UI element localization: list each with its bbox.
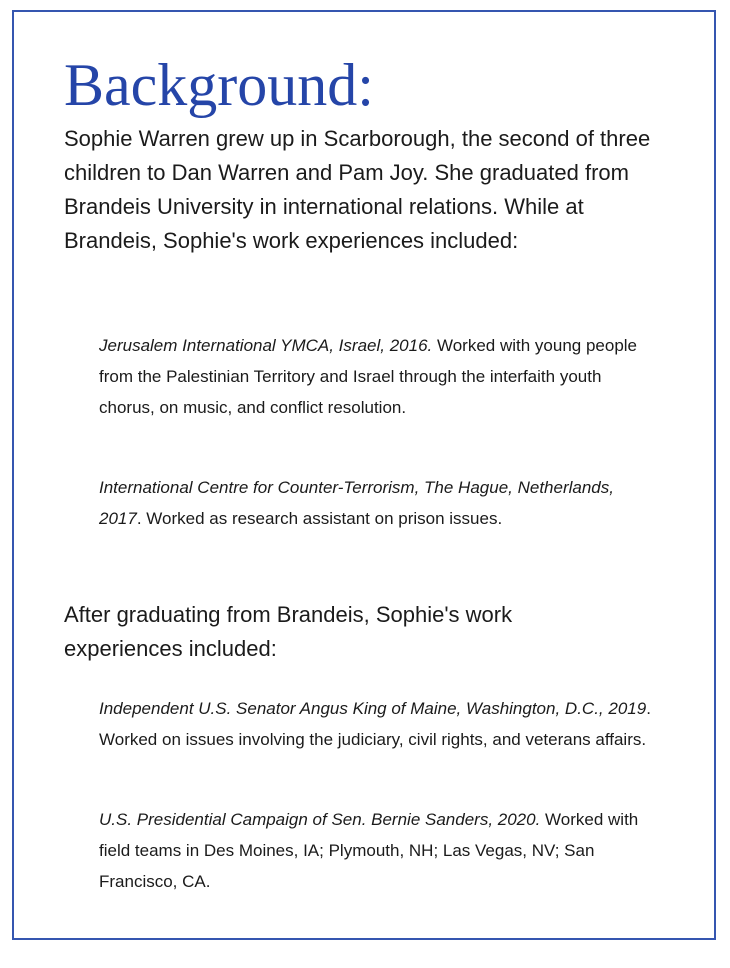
- experience-org: U.S. Presidential Campaign of Sen. Bernie Sanders, 2020.: [99, 810, 541, 829]
- page-title: Background:: [64, 52, 374, 118]
- experience-description: . Worked on issues involving the judiciary, civil rights, and veterans affairs.: [99, 699, 651, 749]
- experience-org: Jerusalem International YMCA, Israel, 2016.: [99, 336, 433, 355]
- experience-org: International Centre for Counter-Terrorism, The Hague, Netherlands, 2017: [99, 478, 614, 528]
- experience-description: . Worked as research assistant on prison issues.: [136, 509, 503, 528]
- page-border-frame: [12, 10, 716, 940]
- experience-description: Worked with field teams in Des Moines, IA; Plymouth, NH; Las Vegas, NV; San Francisco, CA.: [99, 810, 639, 891]
- experience-description: Worked with young people from the Palestinian Territory and Israel through the interfaith youth chorus, on music, and conflict resolution.: [99, 336, 638, 417]
- after-graduation-heading: After graduating from Brandeis, Sophie's work experiences included:: [64, 602, 513, 661]
- experience-entry-icct: [99, 472, 659, 534]
- experience-entry-ymca: [99, 330, 659, 423]
- experience-entry-sanders-campaign: [99, 804, 659, 897]
- experience-entry-senator-king: [99, 693, 659, 755]
- experience-org: Independent U.S. Senator Angus King of Maine, Washington, D.C., 2019: [99, 699, 647, 718]
- intro-paragraph: Sophie Warren grew up in Scarborough, the second of three children to Dan Warren and Pam Joy. She graduated from Brandeis University in international relations. While at Brandeis, Sophie's work experiences included:: [64, 126, 651, 253]
